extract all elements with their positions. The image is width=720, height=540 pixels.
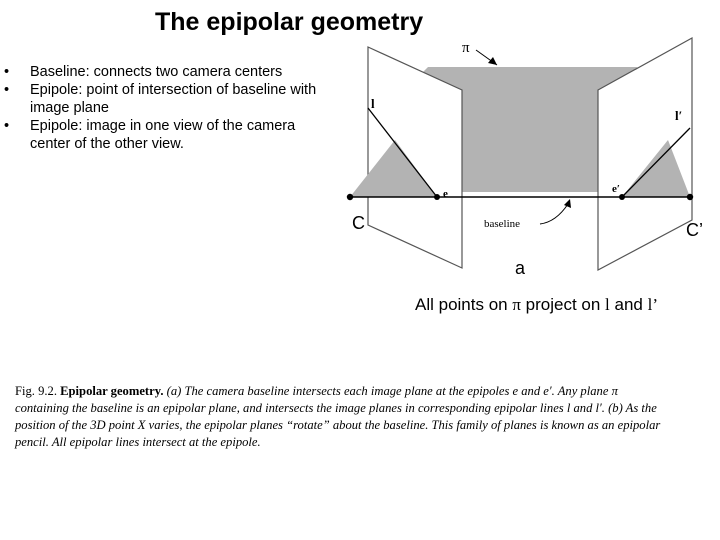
bullet-marker: • <box>4 118 10 134</box>
pi-arrow-head <box>488 57 497 65</box>
left-epipole-point <box>434 194 440 200</box>
left-camera-center <box>347 194 353 200</box>
subfigure-label: a <box>515 258 526 278</box>
figure-caption-heading: Epipolar geometry. <box>60 384 164 398</box>
right-epipole-label: e′ <box>612 183 620 195</box>
right-line-label: l′ <box>675 108 683 123</box>
bullet-text: Baseline: connects two camera centers <box>30 64 283 80</box>
points-caption-prefix: All points on <box>415 295 513 314</box>
points-caption <box>415 295 658 315</box>
bullet-marker: • <box>4 64 10 80</box>
bullet-item <box>4 63 334 81</box>
bullet-text: Epipole: image in one view of the camera center of the other view. <box>30 118 296 152</box>
points-caption-middle: project on <box>520 295 606 314</box>
bullet-item <box>4 117 334 153</box>
baseline-arrow-head <box>564 199 571 208</box>
points-caption-and: and <box>609 295 648 314</box>
baseline-label: baseline <box>484 218 521 230</box>
left-epipole-label: e <box>443 188 448 200</box>
bullet-marker: • <box>4 82 10 98</box>
points-caption-l-prime: l’ <box>647 295 658 314</box>
left-line-label: l <box>371 96 375 111</box>
left-center-label: C <box>352 213 365 233</box>
figure-caption-body: (a) The camera baseline intersects each image plane at the epipoles e and e′. Any plane π containing the baseline is an epipolar plane, and intersects the image planes in corresponding epipolar lines l and l′. (b) As the position of the 3D point X varies, the epipolar planes “rotate” about the baseline. This family of planes is known as an epipolar pencil. All epipolar lines intersect at the epipole. <box>15 384 661 449</box>
pi-label: π <box>462 40 470 56</box>
bullet-item <box>4 81 334 117</box>
figure-caption <box>15 383 665 451</box>
right-camera-center <box>687 194 693 200</box>
figure-caption-label: Fig. 9.2. <box>15 384 57 398</box>
baseline-arrow-line <box>540 204 568 224</box>
epipolar-diagram <box>335 30 715 280</box>
points-caption-pi: π <box>512 295 521 314</box>
right-center-label: C’ <box>686 220 703 240</box>
slide-title: The epipolar geometry <box>155 8 424 36</box>
bullet-list <box>4 63 334 153</box>
points-caption-l: l <box>605 295 610 314</box>
bullet-text: Epipole: point of intersection of baseline with image plane <box>30 82 317 116</box>
